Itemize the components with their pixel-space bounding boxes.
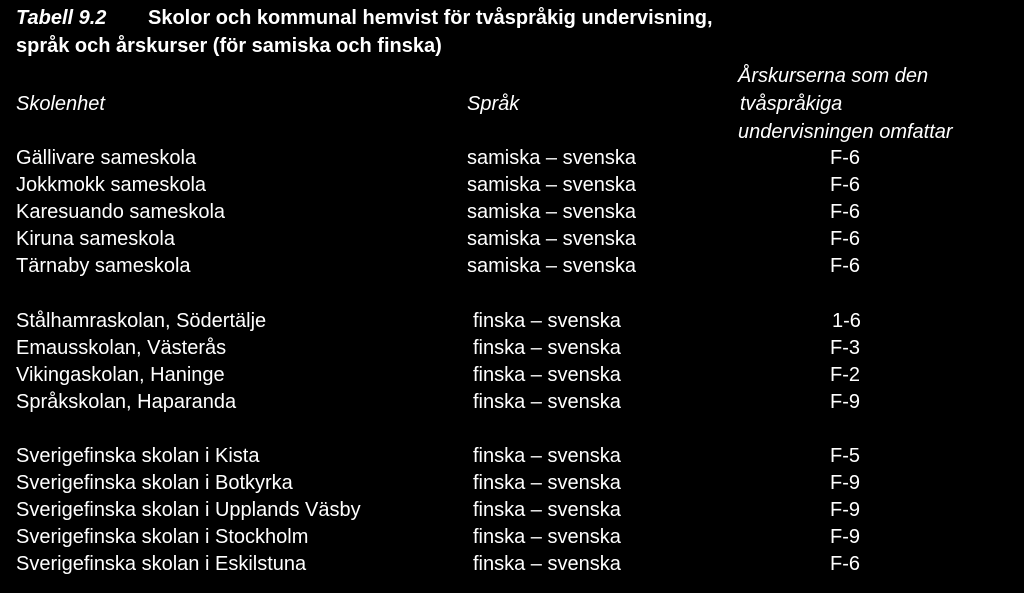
grades-cell: F-9 [830, 472, 860, 494]
school-cell: Stålhamraskolan, Södertälje [16, 310, 267, 332]
grades-cell: F-6 [830, 147, 860, 169]
language-cell: finska – svenska [473, 364, 621, 386]
column-header-language: Språk [467, 93, 520, 115]
table-row [16, 443, 1006, 470]
grades-header-line-2: tvåspråkiga [740, 93, 843, 115]
table-row [16, 145, 1006, 172]
column-header-school: Skolenhet [16, 93, 105, 115]
language-cell: samiska – svenska [467, 174, 636, 196]
grades-cell: F-6 [830, 228, 860, 250]
table-group-sverigefinska [16, 443, 1006, 578]
school-cell: Sverigefinska skolan i Eskilstuna [16, 553, 307, 575]
grades-cell: F-9 [830, 499, 860, 521]
table-title [16, 4, 1006, 60]
school-cell: Gällivare sameskola [16, 147, 197, 169]
language-cell: samiska – svenska [467, 255, 636, 277]
language-cell: finska – svenska [473, 499, 621, 521]
table-number-label: Tabell 9.2 [16, 7, 107, 29]
table-row [16, 226, 1006, 253]
table-row [16, 389, 1006, 416]
language-cell: samiska – svenska [467, 201, 636, 223]
table-row [16, 524, 1006, 551]
language-cell: finska – svenska [473, 391, 621, 413]
school-cell: Sverigefinska skolan i Botkyrka [16, 472, 293, 494]
school-cell: Sverigefinska skolan i Upplands Väsby [16, 499, 361, 521]
title-line-1 [16, 4, 1006, 32]
table-row [16, 335, 1006, 362]
grades-cell: F-3 [830, 337, 860, 359]
language-cell: samiska – svenska [467, 228, 636, 250]
table-row [16, 497, 1006, 524]
table-row [16, 362, 1006, 389]
school-cell: Sverigefinska skolan i Stockholm [16, 526, 309, 548]
table-row [16, 308, 1006, 335]
title-text-line-2: språk och årskurser (för samiska och finska) [16, 35, 442, 57]
table-group-finnish [16, 308, 1006, 416]
school-cell: Språkskolan, Haparanda [16, 391, 237, 413]
table-row [16, 551, 1006, 578]
language-cell: finska – svenska [473, 337, 621, 359]
table-row [16, 253, 1006, 280]
table-group-sami [16, 145, 1006, 280]
table-row [16, 470, 1006, 497]
school-cell: Tärnaby sameskola [16, 255, 191, 277]
grades-cell: F-9 [830, 391, 860, 413]
title-text-line-1: Skolor och kommunal hemvist för tvåspråkig undervisning, [148, 7, 713, 29]
table-row [16, 172, 1006, 199]
grades-header-line-3: undervisningen omfattar [738, 121, 953, 143]
language-cell: finska – svenska [473, 526, 621, 548]
grades-cell: F-2 [830, 364, 860, 386]
grades-cell: F-9 [830, 526, 860, 548]
column-header-grades [733, 62, 1003, 146]
grades-cell: F-6 [830, 201, 860, 223]
table-row [16, 199, 1006, 226]
grades-cell: F-6 [830, 553, 860, 575]
grades-cell: F-6 [830, 255, 860, 277]
language-cell: finska – svenska [473, 472, 621, 494]
school-cell: Emausskolan, Västerås [16, 337, 227, 359]
school-cell: Kiruna sameskola [16, 228, 175, 250]
language-cell: finska – svenska [473, 445, 621, 467]
grades-header-line-1: Årskurserna som den [738, 65, 929, 87]
grades-cell: F-5 [830, 445, 860, 467]
school-cell: Jokkmokk sameskola [16, 174, 207, 196]
language-cell: samiska – svenska [467, 147, 636, 169]
grades-cell: F-6 [830, 174, 860, 196]
grades-cell: 1-6 [832, 310, 861, 332]
school-cell: Karesuando sameskola [16, 201, 226, 223]
language-cell: finska – svenska [473, 553, 621, 575]
language-cell: finska – svenska [473, 310, 621, 332]
school-cell: Sverigefinska skolan i Kista [16, 445, 260, 467]
school-cell: Vikingaskolan, Haninge [16, 364, 225, 386]
